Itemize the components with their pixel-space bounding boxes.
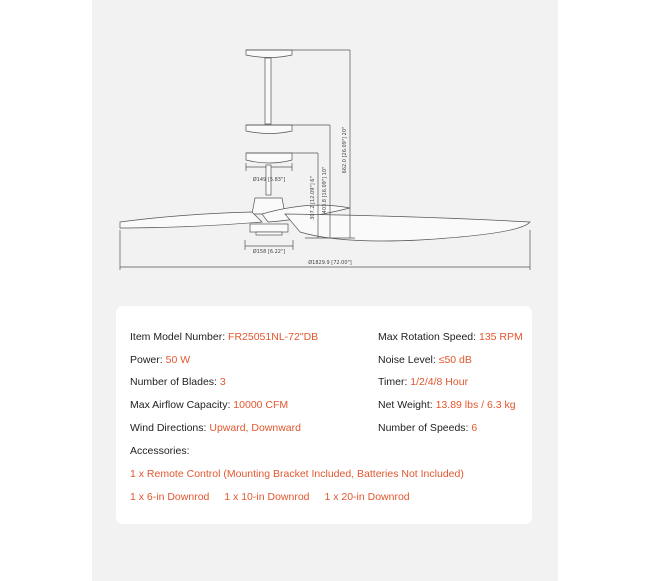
dim-span: Ø1829.9 [72.00"] <box>308 260 352 266</box>
blade-left <box>120 212 262 228</box>
light-kit <box>250 224 288 232</box>
dim-canopy-diameter: Ø149 [5.83"] <box>252 177 286 183</box>
spec-rotation-speed: Max Rotation Speed: 135 RPM <box>378 331 523 343</box>
spec-noise-level: Noise Level: ≤50 dB <box>378 354 472 366</box>
accessories-downrods <box>130 491 422 503</box>
spec-model: Item Model Number: FR25051NL-72"DB <box>130 331 319 343</box>
accessory-downrod-10: 1 x 10-in Downrod <box>224 491 310 503</box>
canopy-mid <box>246 125 292 134</box>
spec-speeds: Number of Speeds: 6 <box>378 422 478 434</box>
accessory-downrod-6: 1 x 6-in Downrod <box>130 491 210 503</box>
spec-timer: Timer: 1/2/4/8 Hour <box>378 376 469 388</box>
specs-card <box>116 306 532 524</box>
dim-mid-height: 403.8 [16.09"] 10" <box>322 166 328 214</box>
dim-short-height: 307.2 [12.09"] 6" <box>310 176 316 220</box>
spec-power: Power: 50 W <box>130 354 191 366</box>
accessory-remote: 1 x Remote Control (Mounting Bracket Included, Batteries Not Included) <box>130 468 464 480</box>
long-downrod <box>265 58 271 124</box>
accessory-downrod-20: 1 x 20-in Downrod <box>324 491 410 503</box>
accessories-label: Accessories: <box>130 445 190 457</box>
blade-right <box>285 214 530 241</box>
canopy-low <box>246 153 292 163</box>
spec-net-weight: Net Weight: 13.89 lbs / 6.3 kg <box>378 399 516 411</box>
dim-total-height: 662.0 [26.09"] 20" <box>342 126 348 174</box>
spec-blades: Number of Blades: 3 <box>130 376 226 388</box>
spec-airflow: Max Airflow Capacity: 10000 CFM <box>130 399 289 411</box>
canopy-top <box>246 50 292 58</box>
spec-wind-directions: Wind Directions: Upward, Downward <box>130 422 301 434</box>
dim-light-diameter: Ø158 [6.22"] <box>252 249 286 255</box>
